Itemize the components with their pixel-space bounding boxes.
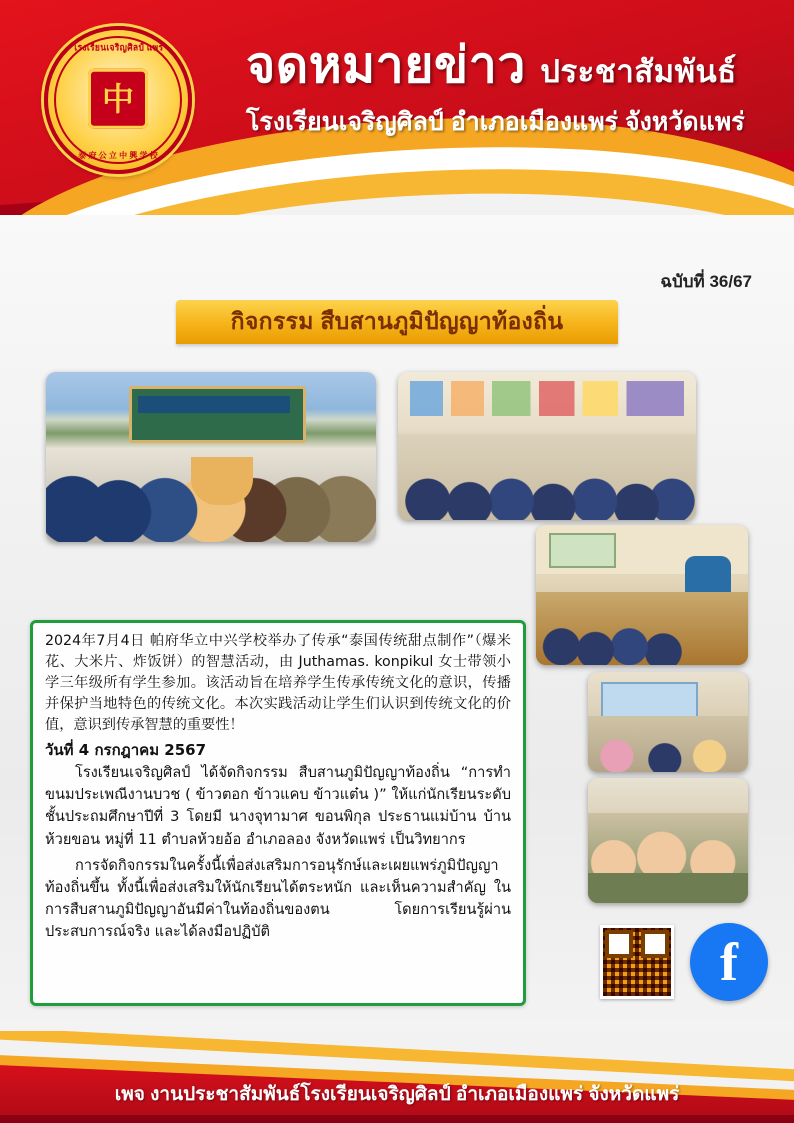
photo-classroom-students-front	[398, 372, 696, 520]
photo-group-photo-with-basket	[46, 372, 376, 542]
photo-content	[536, 525, 748, 665]
qr-code[interactable]	[600, 925, 674, 999]
photo-classroom-demonstration	[536, 525, 748, 665]
photo-board	[601, 682, 698, 720]
photo-content	[46, 372, 376, 542]
newsletter-title: จดหมายข่าว	[246, 37, 526, 93]
article-chinese-paragraph: 2024年7月4日 帕府华立中兴学校举办了传承“泰国传统甜点制作”（爆米花、大米片、炸饭饼）的智慧活动，由 Juthamas. konpikul 女士带领小学三年级所有学生参加。该活动旨在培养学生传承传统文化的意识，传播并保护当地特色的传统文化。本次实践活动让学生们认识到传统文化的价值，意识到传承智慧的重要性！	[45, 633, 511, 734]
photo-content	[398, 372, 696, 520]
photo-students	[536, 592, 748, 665]
photo-posters	[410, 381, 684, 417]
facebook-icon[interactable]: f	[690, 923, 768, 1001]
photo-presentation-board-activity	[588, 672, 748, 772]
article-thai-paragraph-2-text: การจัดกิจกรรมในครั้งนี้เพื่อส่งเสริมการอนุรักษ์และเผยแพร่ภูมิปัญญาท้องถิ่นขึ้น ทั้งนี้เพื่อส่งเสริมให้นักเรียนได้ตระหนัก และเห็นความสำคัญ ในการสืบสานภูมิปัญญาอันมีค่าในท้องถิ่นของตน โดยการเรียนรู้ผ่านประสบการณ์จริง และได้ลงมือปฏิบัติ	[45, 856, 511, 941]
activity-banner	[176, 300, 618, 344]
page-footer	[0, 1031, 794, 1123]
school-logo	[44, 26, 192, 174]
logo-bottom-text: 泰 府 公 立 中 興 学 校	[78, 151, 158, 160]
logo-top-text: โรงเรียนเจริญศิลป์ แพร่	[72, 41, 164, 53]
header-title-block	[246, 37, 766, 142]
photo-chart	[549, 533, 617, 568]
school-subtitle: โรงเรียนเจริญศิลป์ อำเภอเมืองแพร่ จังหวัดแพร่	[246, 108, 745, 136]
photo-content	[588, 672, 748, 772]
photo-banner	[138, 396, 290, 413]
footer-bottom-strip	[0, 1115, 794, 1123]
photo-board	[129, 386, 307, 443]
logo-center-character: 中	[88, 69, 148, 129]
issue-number: ฉบับที่ 36/67	[660, 272, 752, 291]
photo-content	[588, 778, 748, 903]
article-text-box	[30, 620, 526, 1006]
photo-table	[588, 873, 748, 903]
article-thai-paragraph-1-text: โรงเรียนเจริญศิลป์ ได้จัดกิจกรรม สืบสานภูมิปัญญาท้องถิ่น “การทำขนมประเพณีงานบวช ( ข้าวตอก ข้าวแคบ ข้าวแต๋น )” ให้แก่นักเรียนระดับชั้นประถมศึกษาปีที่ 3 โดยมี นางจุทามาศ ขอนพิกุล ประธานแม่บ้าน บ้านห้วยขอน หมู่ที่ 11 ตำบลห้วยอ้อ อำเภอลอง จังหวัดแพร่ เป็นวิทยากร	[45, 764, 511, 848]
newsletter-title-suffix: ประชาสัมพันธ์	[540, 54, 737, 89]
article-thai-date: วันที่ 4 กรกฎาคม 2567	[45, 741, 207, 760]
activity-banner-title: กิจกรรม สืบสานภูมิปัญญาท้องถิ่น	[230, 308, 564, 334]
article-thai-paragraph-2	[45, 855, 511, 944]
photo-students-eating-snacks	[588, 778, 748, 903]
photo-students	[398, 434, 696, 520]
footer-text: เพจ งานประชาสัมพันธ์โรงเรียนเจริญศิลป์ อำเภอเมืองแพร่ จังหวัดแพร่	[114, 1084, 680, 1105]
photo-people	[588, 716, 748, 772]
qr-code-pattern	[603, 928, 671, 996]
photo-basket	[191, 457, 253, 505]
newsletter-title-row	[246, 37, 766, 93]
page-header	[0, 0, 794, 215]
article-thai-paragraph-1	[45, 762, 511, 851]
